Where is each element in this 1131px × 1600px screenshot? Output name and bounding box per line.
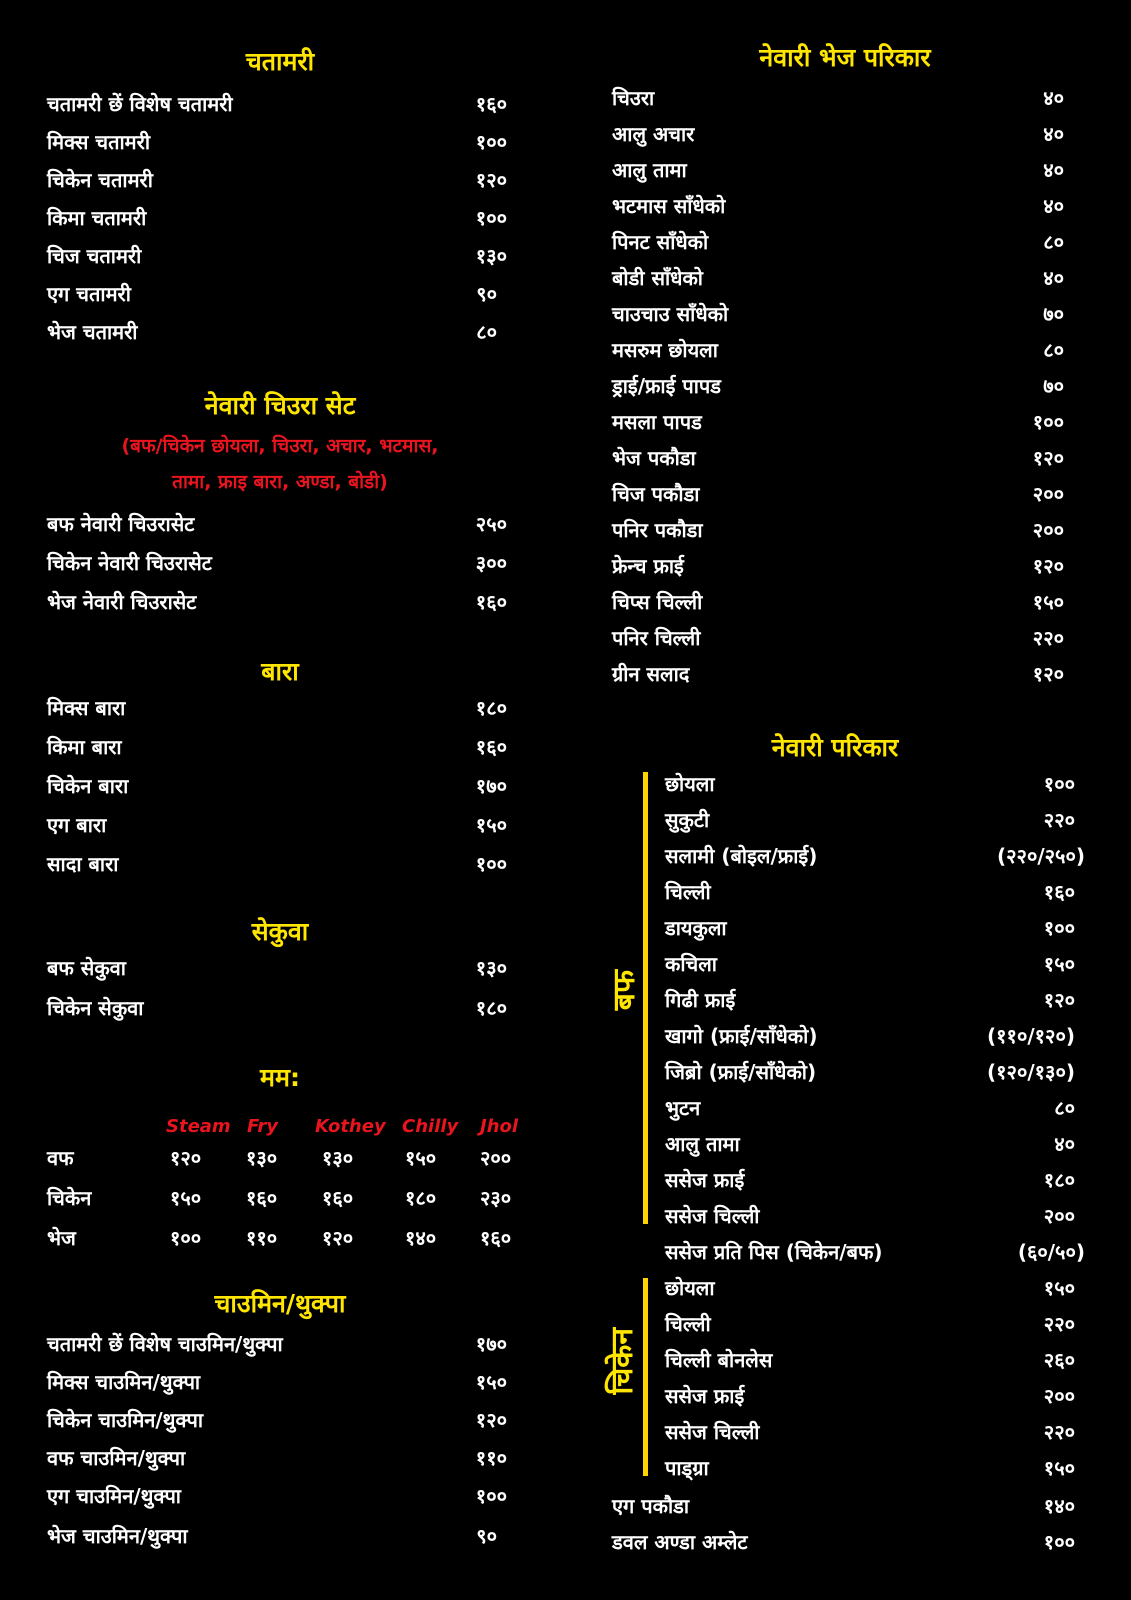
item-name: बोडी साँधेको <box>612 266 703 290</box>
menu-item <box>47 86 507 122</box>
item-name: भेज चतामरी <box>47 320 138 344</box>
momo-header-steam: Steam <box>166 1116 231 1137</box>
menu-item <box>612 656 1064 692</box>
item-price: १२० <box>475 1408 507 1432</box>
item-name: एग बारा <box>47 813 107 837</box>
menu-item <box>47 545 507 581</box>
item-price: १६० <box>475 735 507 759</box>
item-name: आलु अचार <box>612 122 695 146</box>
menu-item <box>612 332 1064 368</box>
item-price: १२० <box>1043 988 1075 1012</box>
menu-item <box>665 1342 1075 1378</box>
menu-item <box>47 950 507 986</box>
item-price: २६० <box>1043 1348 1075 1372</box>
item-name: फ्रेन्च फ्राई <box>612 554 684 578</box>
item-name: भटमास साँधेको <box>612 194 726 218</box>
item-name: पनिर पकौडा <box>612 518 703 542</box>
item-price: १०० <box>475 130 507 154</box>
item-name: चतामरी छें विशेष चतामरी <box>47 92 233 116</box>
item-price: ४० <box>1054 1132 1075 1156</box>
menu-item <box>665 1306 1075 1342</box>
menu-item <box>47 768 507 804</box>
menu-item <box>665 1054 1075 1090</box>
section-title-chatamari: चतामरी <box>245 47 315 76</box>
item-price: ४० <box>1043 86 1064 110</box>
item-name: ग्रीन सलाद <box>612 662 690 686</box>
item-name: पिनट साँधेको <box>612 230 709 254</box>
menu-item <box>47 1402 507 1438</box>
item-name: चिल्ली <box>665 1312 711 1336</box>
item-name: सलामी (बोइल/फ्राई) <box>665 844 818 868</box>
item-price: १०० <box>1032 410 1064 434</box>
item-name: बफ सेकुवा <box>47 956 126 980</box>
item-price: ४० <box>1043 194 1064 218</box>
item-name: चिल्ली बोनलेस <box>665 1348 773 1372</box>
menu-item <box>47 846 507 882</box>
item-name: डायकुला <box>665 916 727 940</box>
item-price: १३० <box>475 244 507 268</box>
menu-item <box>665 1414 1075 1450</box>
menu-item <box>612 584 1064 620</box>
menu-item <box>612 440 1064 476</box>
menu-item <box>665 1126 1075 1162</box>
menu-item <box>612 260 1064 296</box>
item-name: मिक्स बारा <box>47 696 126 720</box>
menu-item <box>612 116 1064 152</box>
menu-item <box>665 1450 1075 1486</box>
item-name: भुटन <box>665 1096 701 1120</box>
item-name: ससेज फ्राई <box>665 1384 745 1408</box>
item-name: गिढी फ्राई <box>665 988 736 1012</box>
item-name: किमा बारा <box>47 735 122 759</box>
menu-item <box>47 729 507 765</box>
item-name: किमा चतामरी <box>47 206 147 230</box>
menu-item <box>612 404 1064 440</box>
item-name: पाड्ग्रा <box>665 1456 709 1480</box>
menu-item <box>47 690 507 726</box>
item-name: बफ नेवारी चिउरासेट <box>47 512 195 536</box>
item-price: १५० <box>1043 1276 1075 1300</box>
momo-price: ११० <box>246 1226 278 1250</box>
menu-item <box>47 200 507 236</box>
menu-item <box>47 238 507 274</box>
momo-price: १५० <box>170 1186 202 1210</box>
item-price: १०० <box>475 206 507 230</box>
item-price: ८० <box>1054 1096 1075 1120</box>
menu-item <box>47 584 507 620</box>
item-name: पनिर चिल्ली <box>612 626 701 650</box>
menu-item <box>47 1440 507 1476</box>
menu-item <box>665 1018 1075 1054</box>
section-title-momo: मम: <box>260 1063 300 1092</box>
momo-price: १६० <box>480 1226 512 1250</box>
momo-price: १६० <box>322 1186 354 1210</box>
item-name: ससेज प्रति पिस (चिकेन/बफ) <box>665 1240 883 1264</box>
item-name: एग चतामरी <box>47 282 131 306</box>
menu-item <box>665 1090 1075 1126</box>
item-name: चिकेन सेकुवा <box>47 996 144 1020</box>
menu-item <box>47 162 507 198</box>
item-name: ससेज चिल्ली <box>665 1204 760 1228</box>
menu-item <box>612 1488 1075 1524</box>
item-price: १२० <box>1032 446 1064 470</box>
item-price: ८० <box>476 320 497 344</box>
item-price: १२० <box>475 168 507 192</box>
menu-item <box>47 1326 507 1362</box>
item-price: १०० <box>1043 1530 1075 1554</box>
menu-item <box>47 807 507 843</box>
item-price: १०० <box>475 1484 507 1508</box>
item-name: चिकेन नेवारी चिउरासेट <box>47 551 212 575</box>
momo-row-name: चिकेन <box>47 1186 92 1210</box>
menu-item <box>665 982 1075 1018</box>
momo-price: १६० <box>246 1186 278 1210</box>
item-name: चिज पकौडा <box>612 482 700 506</box>
momo-header-chilly: Chilly <box>402 1116 459 1137</box>
item-name: एग पकौडा <box>612 1494 690 1518</box>
item-name: वफ चाउमिन/थुक्पा <box>47 1446 186 1470</box>
menu-item <box>47 1364 507 1400</box>
item-price: १०० <box>475 852 507 876</box>
item-price: १५० <box>475 813 507 837</box>
item-price: २०० <box>1032 482 1064 506</box>
menu-item <box>665 874 1075 910</box>
menu-item <box>665 838 1085 874</box>
momo-price: २०० <box>480 1146 512 1170</box>
item-price: ११० <box>475 1446 507 1470</box>
item-name: चाउचाउ साँधेको <box>612 302 729 326</box>
menu-item <box>612 224 1064 260</box>
menu-item <box>612 152 1064 188</box>
item-price: १४० <box>1043 1494 1075 1518</box>
item-name: चतामरी छें विशेष चाउमिन/थुक्पा <box>47 1332 283 1356</box>
momo-header-jhol: Jhol <box>480 1116 519 1137</box>
item-price: ४० <box>1043 122 1064 146</box>
chiura-set-note-1: (बफ/चिकेन छोयला, चिउरा, अचार, भटमास, <box>121 435 439 457</box>
item-name: चिकेन चतामरी <box>47 168 153 192</box>
item-name: जिब्रो (फ्राई/साँधेको) <box>665 1060 817 1084</box>
momo-row-name: भेज <box>47 1226 76 1250</box>
momo-price: १५० <box>405 1146 437 1170</box>
item-price: (११०/१२०) <box>987 1024 1075 1048</box>
item-name: एग चाउमिन/थुक्पा <box>47 1484 181 1508</box>
menu-item <box>47 506 507 542</box>
item-name: भेज नेवारी चिउरासेट <box>47 590 197 614</box>
item-price: ३०० <box>475 551 507 575</box>
item-name: चिल्ली <box>665 880 711 904</box>
item-price: २०० <box>1043 1204 1075 1228</box>
item-name: डवल अण्डा अम्लेट <box>612 1530 748 1554</box>
item-price: १८० <box>1043 1168 1075 1192</box>
item-name: मिक्स चाउमिन/थुक्पा <box>47 1370 201 1394</box>
momo-price: १२० <box>322 1226 354 1250</box>
item-price: ७० <box>1043 302 1064 326</box>
menu-item <box>612 80 1064 116</box>
menu-item <box>612 476 1064 512</box>
item-price: २०० <box>1043 1384 1075 1408</box>
item-price: १८० <box>475 696 507 720</box>
section-title-chowmein: चाउमिन/थुक्पा <box>214 1289 346 1318</box>
section-title-chiura-set: नेवारी चिउरा सेट <box>204 391 356 420</box>
item-name: चिउरा <box>612 86 655 110</box>
item-price: १२० <box>1032 662 1064 686</box>
item-price: ४० <box>1043 266 1064 290</box>
momo-price: १४० <box>405 1226 437 1250</box>
chicken-group-label: चिकेन <box>605 1328 640 1395</box>
section-title-bara: बारा <box>261 657 299 686</box>
chiura-set-note-2: तामा, फ्राइ बारा, अण्डा, बोडी) <box>172 471 388 493</box>
item-price: ८० <box>1043 230 1064 254</box>
momo-price: २३० <box>480 1186 512 1210</box>
menu-item <box>47 124 507 160</box>
menu-item <box>612 620 1064 656</box>
menu-item <box>612 188 1064 224</box>
menu-item <box>665 910 1075 946</box>
menu-item <box>665 1270 1075 1306</box>
item-price: १०० <box>1043 916 1075 940</box>
menu-item <box>47 1518 507 1554</box>
item-price: ९० <box>476 282 497 306</box>
buff-group-label: बफ <box>607 970 642 1011</box>
menu-item <box>665 1162 1075 1198</box>
item-price: १५० <box>1043 1456 1075 1480</box>
item-price: १५० <box>1032 590 1064 614</box>
item-name: छोयला <box>665 772 715 796</box>
menu-item <box>47 1478 507 1514</box>
item-price: १७० <box>475 1332 507 1356</box>
menu-item <box>47 990 507 1026</box>
item-price: २२० <box>1043 808 1075 832</box>
item-name: आलु तामा <box>665 1132 740 1156</box>
momo-price: १२० <box>170 1146 202 1170</box>
item-name: चिज चतामरी <box>47 244 142 268</box>
item-price: (२२०/२५०) <box>997 844 1085 868</box>
item-price: २२० <box>1032 626 1064 650</box>
item-price: (१२०/१३०) <box>987 1060 1075 1084</box>
menu-item <box>47 314 507 350</box>
item-price: १०० <box>1043 772 1075 796</box>
item-price: (६०/५०) <box>1017 1240 1085 1264</box>
item-price: १५० <box>475 1370 507 1394</box>
item-name: ससेज चिल्ली <box>665 1420 760 1444</box>
item-name: ड्राई/फ्राई पापड <box>612 374 721 398</box>
item-name: मसरुम छोयला <box>612 338 718 362</box>
item-name: मसला पापड <box>612 410 702 434</box>
menu-item <box>665 946 1075 982</box>
item-price: १५० <box>1043 952 1075 976</box>
menu-item <box>665 766 1075 802</box>
item-price: ४० <box>1043 158 1064 182</box>
momo-price: १३० <box>322 1146 354 1170</box>
momo-row-name: वफ <box>47 1146 74 1170</box>
item-price: ७० <box>1043 374 1064 398</box>
item-price: २२० <box>1043 1312 1075 1336</box>
item-price: १६० <box>475 590 507 614</box>
menu-item <box>612 368 1064 404</box>
menu-item <box>665 802 1075 838</box>
menu-item <box>47 276 507 312</box>
menu-item <box>665 1198 1075 1234</box>
momo-price: १८० <box>405 1186 437 1210</box>
section-title-sekuwa: सेकुवा <box>251 917 309 946</box>
menu-item <box>612 296 1064 332</box>
item-name: भेज पकौडा <box>612 446 696 470</box>
menu-item <box>665 1234 1085 1270</box>
item-name: चिकेन बारा <box>47 774 129 798</box>
menu-item <box>612 1524 1075 1560</box>
item-price: २०० <box>1032 518 1064 542</box>
item-price: १७० <box>475 774 507 798</box>
item-price: ९० <box>476 1524 497 1548</box>
item-price: २५० <box>475 512 507 536</box>
item-name: कचिला <box>665 952 717 976</box>
item-name: छोयला <box>665 1276 715 1300</box>
item-price: १६० <box>475 92 507 116</box>
momo-price: १३० <box>246 1146 278 1170</box>
item-price: २२० <box>1043 1420 1075 1444</box>
chicken-divider <box>643 1278 648 1476</box>
menu-item <box>665 1378 1075 1414</box>
item-name: भेज चाउमिन/थुक्पा <box>47 1524 188 1548</box>
item-price: १८० <box>475 996 507 1020</box>
item-price: १६० <box>1043 880 1075 904</box>
item-price: ८० <box>1043 338 1064 362</box>
momo-header-kothey: Kothey <box>315 1116 386 1137</box>
item-name: आलु तामा <box>612 158 687 182</box>
item-name: मिक्स चतामरी <box>47 130 151 154</box>
item-price: १३० <box>475 956 507 980</box>
momo-price: १०० <box>170 1226 202 1250</box>
momo-header-fry: Fry <box>247 1116 278 1137</box>
item-name: ससेज फ्राई <box>665 1168 745 1192</box>
item-name: चिकेन चाउमिन/थुक्पा <box>47 1408 204 1432</box>
menu-item <box>612 512 1064 548</box>
section-title-newari: नेवारी परिकार <box>771 733 899 762</box>
menu-item <box>612 548 1064 584</box>
section-title-newari-veg: नेवारी भेज परिकार <box>759 43 931 72</box>
item-name: सादा बारा <box>47 852 119 876</box>
item-name: खागो (फ्राई/साँधेको) <box>665 1024 818 1048</box>
item-name: सुकुटी <box>665 808 710 832</box>
item-price: १२० <box>1032 554 1064 578</box>
item-name: चिप्स चिल्ली <box>612 590 703 614</box>
